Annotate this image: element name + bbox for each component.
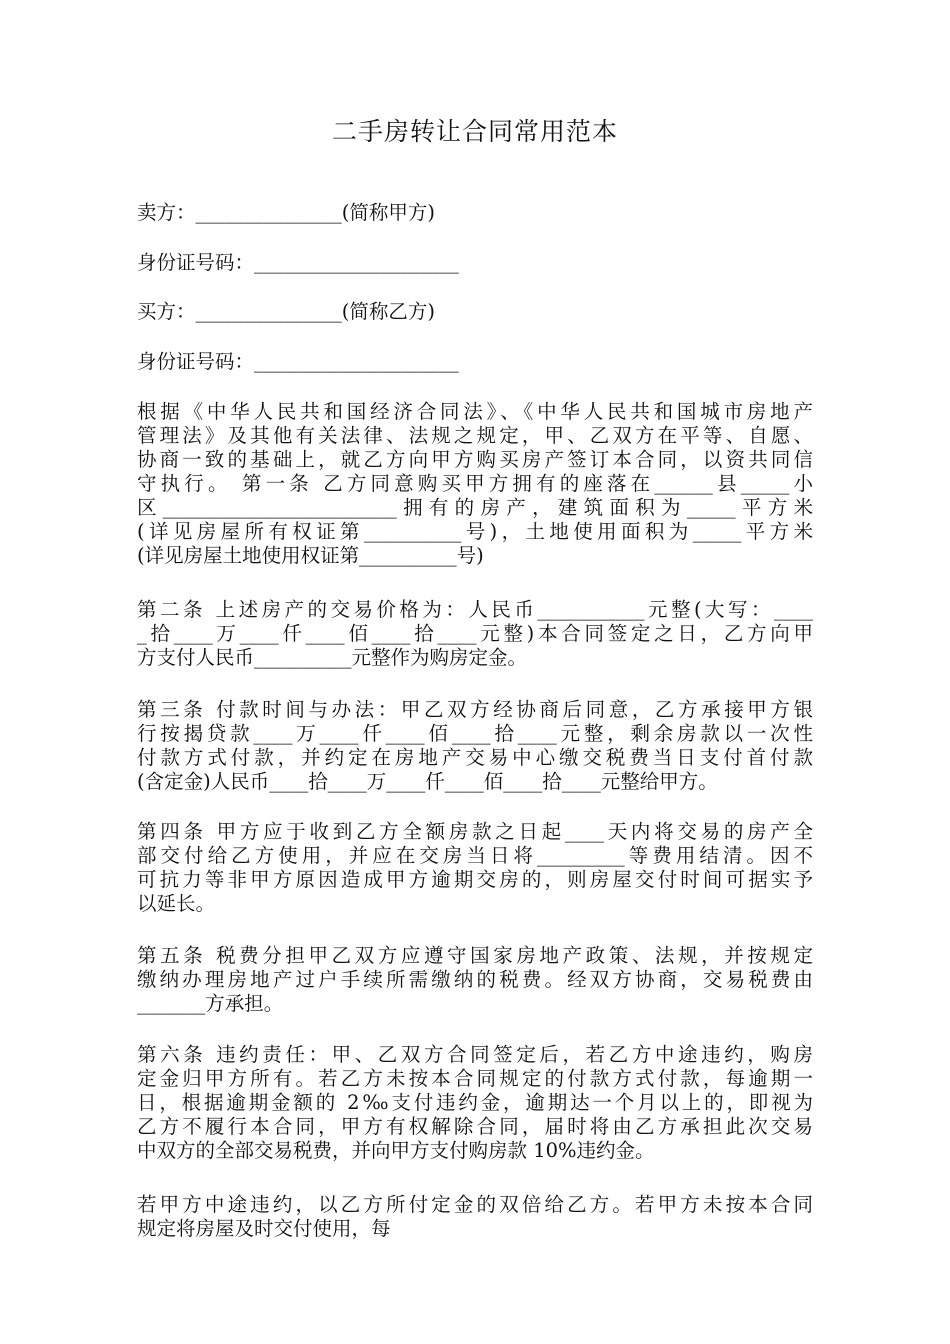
- buyer-id-field: 身份证号码：_____________________: [137, 350, 459, 373]
- text-line: 第六条 违约责任：甲、乙双方合同签定后，若乙方中途违约，购房: [137, 1043, 813, 1066]
- buyer-field: 买方：_______________(简称乙方): [137, 300, 435, 323]
- text-line: 付款方式付款，并约定在房地产交易中心缴交税费当日支付首付款: [137, 746, 813, 769]
- text-line: (含定金)人民币____拾____万____仟____佰____拾____元整给甲方。: [137, 770, 718, 793]
- text-line: 若甲方中途违约，以乙方所付定金的双倍给乙方。若甲方未按本合同: [137, 1193, 813, 1216]
- article-3-paragraph: [137, 698, 813, 794]
- text-line: 第二条 上述房产的交易价格为：人民币___________元整(大写：____: [137, 598, 813, 621]
- text-line: 定金归甲方所有。若乙方未按本合同规定的付款方式付款，每逾期一: [137, 1067, 813, 1090]
- document-title: 二手房转让合同常用范本: [331, 117, 618, 146]
- article-6-paragraph: [137, 1043, 813, 1163]
- text-line: _拾____万____仟____佰____拾____元整)本合同签定之日，乙方向甲: [137, 622, 813, 645]
- text-line: 协商一致的基础上，就乙方向甲方购买房产签订本合同，以资共同信: [137, 448, 813, 471]
- article-2-paragraph: [137, 598, 813, 670]
- preamble-paragraph: [137, 400, 813, 568]
- text-line: 第三条 付款时间与办法：甲乙双方经协商后同意，乙方承接甲方银: [137, 698, 813, 721]
- text-line: 中双方的全部交易税费，并向甲方支付购房款 10%违约金。: [137, 1139, 655, 1162]
- seller-id-field: 身份证号码：_____________________: [137, 251, 459, 274]
- text-line: 第五条 税费分担甲乙双方应遵守国家房地产政策、法规，并按规定: [137, 944, 813, 967]
- text-line: 日，根据逾期金额的 2‰支付违约金，逾期达一个月以上的，即视为: [137, 1091, 813, 1114]
- text-line: 区________________________拥有的房产，建筑面积为_____平方米: [137, 496, 813, 519]
- seller-field: 卖方：_______________(简称甲方): [137, 201, 435, 224]
- text-line: 方支付人民币__________元整作为购房定金。: [137, 646, 528, 669]
- text-line: 可抗力等非甲方原因造成甲方逾期交房的，则房屋交付时间可据实予: [137, 868, 813, 891]
- text-line: 管理法》及其他有关法律、法规之规定，甲、乙双方在平等、自愿、: [137, 424, 813, 447]
- text-line: 行按揭贷款____万____仟____佰____拾____元整，剩余房款以一次性: [137, 722, 813, 745]
- text-line: (详见房屋土地使用权证第__________号): [137, 544, 484, 567]
- text-line: 部交付给乙方使用，并应在交房当日将_________等费用结清。因不: [137, 844, 813, 867]
- text-line: 根据《中华人民共和国经济合同法》、《中华人民共和国城市房地产: [137, 400, 813, 423]
- text-line: 规定将房屋及时交付使用，每: [137, 1217, 391, 1240]
- text-line: (详见房屋所有权证第__________号)，土地使用面积为_____平方米: [137, 520, 813, 543]
- text-line: _______方承担。: [137, 992, 284, 1015]
- article-5-paragraph: [137, 944, 813, 1016]
- text-line: 守执行。 第一条 乙方同意购买甲方拥有的座落在______县_____小: [137, 472, 813, 495]
- text-line: 以延长。: [137, 892, 216, 915]
- text-line: 第四条 甲方应于收到乙方全额房款之日起____天内将交易的房产全: [137, 820, 813, 843]
- closing-paragraph: [137, 1193, 813, 1241]
- text-line: 乙方不履行本合同，甲方有权解除合同，届时将由乙方承担此次交易: [137, 1115, 813, 1138]
- article-4-paragraph: [137, 820, 813, 916]
- text-line: 缴纳办理房地产过户手续所需缴纳的税费。经双方协商，交易税费由: [137, 968, 813, 991]
